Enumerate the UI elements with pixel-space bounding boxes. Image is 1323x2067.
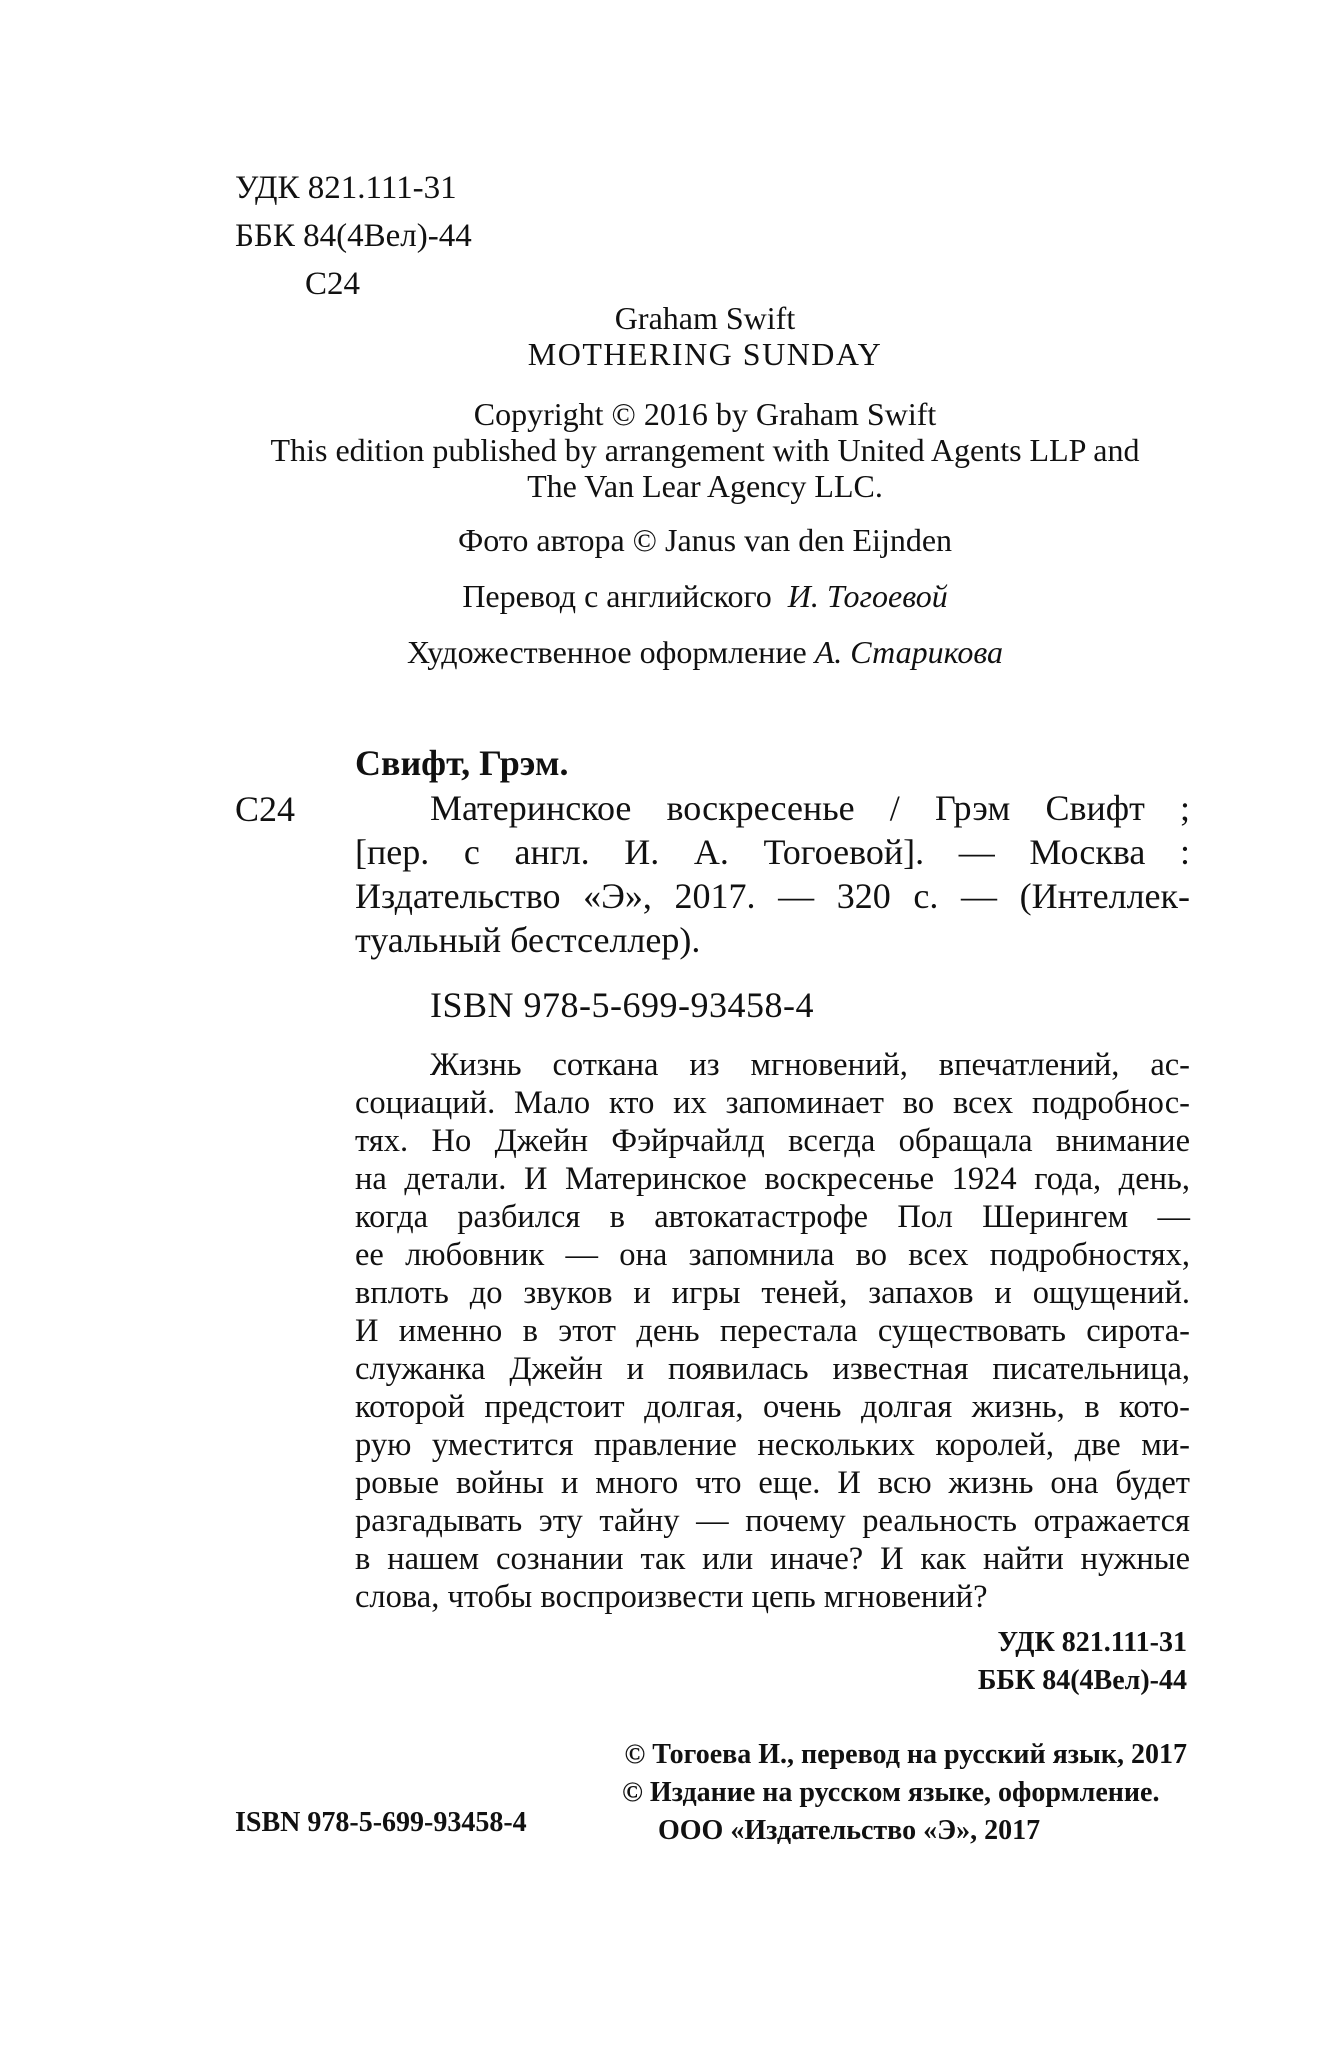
annotation-line: в нашем сознании так или иначе? И как найти нужные <box>355 1541 1190 1577</box>
footer-copyright-3: ООО «Издательство «Э», 2017 <box>658 1815 1041 1846</box>
original-title: MOTHERING SUNDAY <box>527 336 883 372</box>
annotation <box>355 1046 1190 1616</box>
annotation-line: И именно в этот день перестала существовать сирота- <box>355 1313 1190 1349</box>
biblio-line: [пер. с англ. И. А. Тогоевой]. — Москва : <box>355 832 1190 872</box>
biblio-code: С24 <box>235 789 296 829</box>
bbk-index: ББК 84(4Вел)-44 <box>235 218 472 254</box>
annotation-line: вплоть до звуков и игры теней, запахов и ощущений. <box>355 1275 1190 1311</box>
isbn-main: ISBN 978-5-699-93458-4 <box>430 985 814 1025</box>
photo-credit: Фото автора © Janus van den Eijnden <box>457 522 953 558</box>
footer-bbk: ББК 84(4Вел)-44 <box>977 1665 1187 1696</box>
copyright-line-1: Copyright © 2016 by Graham Swift <box>473 396 937 432</box>
annotation-line: Жизнь соткана из мгновений, впечатлений, ас- <box>430 1047 1190 1083</box>
footer-copyright-2: © Издание на русском языке, оформление. <box>622 1777 1160 1808</box>
original-author: Graham Swift <box>614 300 796 336</box>
footer-udk: УДК 821.111-31 <box>997 1627 1187 1658</box>
annotation-line: ее любовник — она запомнила во всех подробностях, <box>355 1237 1190 1273</box>
annotation-line: разгадывать эту тайну — почему реальность отражается <box>355 1503 1190 1539</box>
copyright-line-3: The Van Lear Agency LLC. <box>527 468 883 504</box>
design-credit <box>230 634 1180 670</box>
copyright-block <box>230 396 1180 504</box>
author-code: С24 <box>305 266 361 302</box>
annotation-line: ровые войны и много что еще. И всю жизнь она будет <box>355 1465 1190 1501</box>
annotation-line: рую уместится правление нескольких королей, две ми- <box>355 1427 1190 1463</box>
original-title-block <box>230 300 1180 372</box>
translation-label: Перевод с английского <box>462 578 772 614</box>
translator-name: И. Тогоевой <box>787 578 948 614</box>
annotation-line: когда разбился в автокатастрофе Пол Шерингем — <box>355 1199 1190 1235</box>
annotation-line: слова, чтобы воспроизвести цепь мгновений? <box>355 1579 988 1615</box>
translation-credit <box>230 578 1180 614</box>
footer-isbn: ISBN 978-5-699-93458-4 <box>235 1807 527 1838</box>
biblio-line: Издательство «Э», 2017. — 320 с. — (Интеллек- <box>355 876 1190 916</box>
copyright-line-2: This edition published by arrangement with United Agents LLP and <box>270 432 1140 468</box>
annotation-line: тях. Но Джейн Фэйрчайлд всегда обращала внимание <box>355 1123 1190 1159</box>
footer-copyright-1: © Тогоева И., перевод на русский язык, 2017 <box>624 1739 1187 1770</box>
design-label: Художественное оформление <box>407 634 807 670</box>
biblio-line: Материнское воскресенье / Грэм Свифт ; <box>430 788 1190 828</box>
annotation-line: служанка Джейн и появилась известная писательница, <box>355 1351 1190 1387</box>
annotation-line: на детали. И Материнское воскресенье 1924 года, день, <box>355 1161 1190 1197</box>
annotation-line: которой предстоит долгая, очень долгая жизнь, в кото- <box>355 1389 1190 1425</box>
udk-index: УДК 821.111-31 <box>235 170 457 206</box>
biblio-author-heading: Свифт, Грэм. <box>355 743 569 783</box>
designer-name: А. Старикова <box>814 634 1003 670</box>
annotation-line: социаций. Мало кто их запоминает во всех подробнос- <box>355 1085 1190 1121</box>
biblio-description <box>355 786 1190 962</box>
biblio-line: туальный бестселлер). <box>355 920 701 960</box>
